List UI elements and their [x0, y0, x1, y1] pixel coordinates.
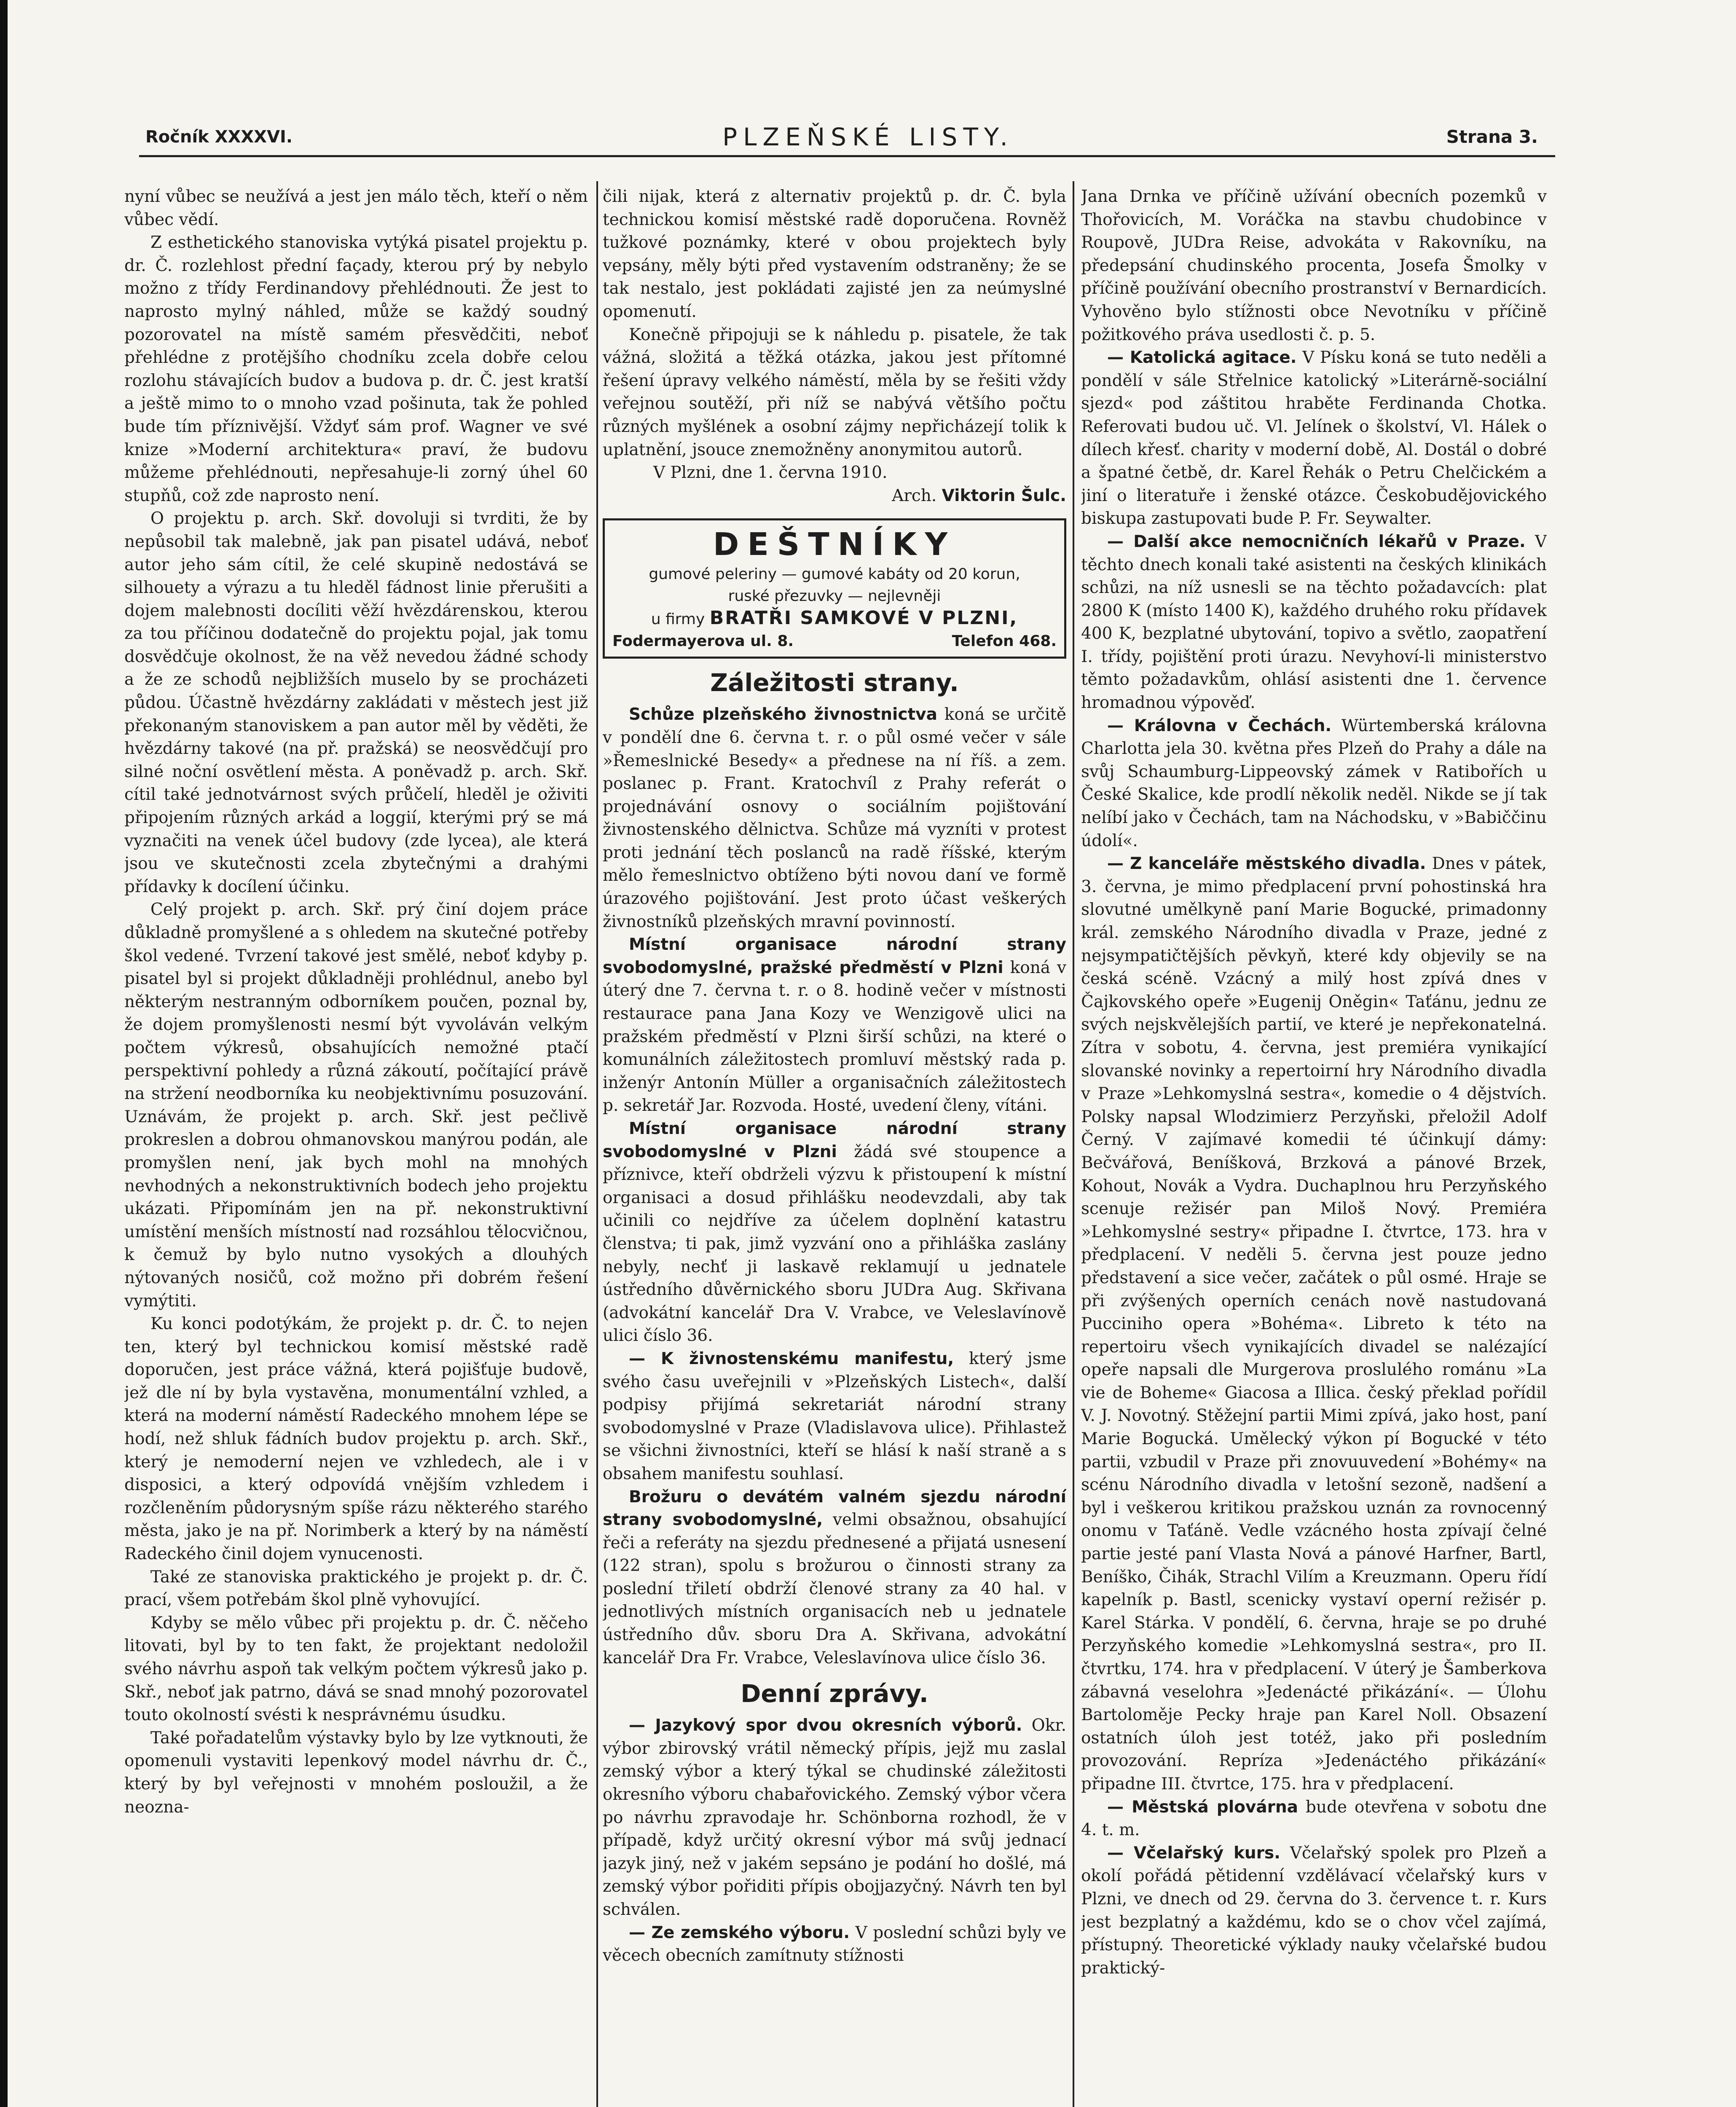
item-text: koná v úterý dne 7. června t. r. o 8. hodině večer v místnosti restaurace pana Jana Kozy ve Wenzigově ulici na pražském předměstí v Plzni širší schůzi, na které o komunálních záležitostech promluví městský rada p. inženýr Antonín Müller a organisačních záležitostech p. sekretář Jar. Rozvoda. Hosté, uvedení členy, vítáni. [603, 958, 1066, 1115]
ad-line: ruské přezuvky — nejlevněji [728, 587, 941, 605]
item-text: V poslední schůzi byly ve věcech obecních zamítnuty stížnosti [603, 1923, 1066, 1965]
page-edge-scan-border [0, 0, 8, 2107]
ad-firm-name: BRATŘI SAMKOVÉ V PLZNI, [709, 607, 1018, 629]
item-lead: — Další akce nemocničních lékařů v Praze. [1107, 532, 1526, 551]
paragraph: O projektu p. arch. Skř. dovoluji si tvrditi, že by nepůsobil tak malebně, jak pan pisatel udává, neboť autor jeho sám cítil, že celé skupině nedostává se silhouety a výrazu a tu hleděl fádnost linie přerušiti a dojem malebnosti docíliti věží hvězdárenskou, kterou za tou příčinou dodatečně do projektu pojal, jak tomu dosvědčuje okolnost, že na věž nevedou žádné schody a že ze schodů nejbližších muselo by se procházeti půdou. Účastně hvězdárny zakládati v městech jest již překonaným stanoviskem a pan autor měl by věděti, že hvězdárny takové (na př. pražská) se neosvědčují pro silné noční osvětlení města. A poněvadž p. arch. Skř. cítil také jednotvárnost svých průčelí, hleděl je oživiti připojením různých arkád a loggií, kterými prý se má vyznačiti na venek účel budovy (zde lycea), ale která jsou ve skutečnosti zcela zbytečnými a drahými přídavky k docílení účinku. [124, 509, 588, 896]
page-number: Strana 3. [1446, 126, 1538, 147]
column-2 [603, 185, 1066, 2107]
item-text: V těchto dnech konali také asistenti na českých klinikách schůzi, na níž usnesli se na těchto požadavcích: plat 2800 K (místo 1400 K), každého druhého roku přídavek 400 K, bezplatné ubytování, topivo a světlo, zaopatření I. třídy, pojištění proti úrazu. Nevyhoví-li ministerstvo těmto požadavkům, ohlásí asistenti dne 1. července hromadnou výpověď. [1081, 532, 1547, 713]
news-item [603, 933, 1066, 1118]
paragraph: Ku konci podotýkám, že projekt p. dr. Č. to nejen ten, který byl technickou komisí městské radě doporučen, jest práce vážná, která pojišťuje budově, jež dle ní by byla vystavěna, monumentální vzhled, a která na moderní náměstí Radeckého mnohem lépe se hodí, než shluk fádních budov projektu p. arch. Skř., který je nemoderní nejen ve vzhledech, ale i v disposici, a který odpovídá vnějším vzhledem i rozčleněním půdorysným spíše rázu některého starého města, jako je na př. Norimberk a který by na náměstí Radeckého činil dojem vynucenosti. [124, 1314, 588, 1564]
news-item [603, 1118, 1066, 1348]
column-1 [124, 185, 588, 2107]
paragraph: nyní vůbec se neužívá a jest jen málo těch, kteří o něm vůbec vědí. [124, 187, 588, 229]
news-item [603, 703, 1066, 933]
paragraph: Celý projekt p. arch. Skř. prý činí dojem práce důkladně promyšlené a s ohledem na skutečné potřeby škol vedené. Tvrzení takové jest smělé, neboť kdyby p. pisatel byl si projekt důkladněji prohlédnul, anebo byl některým nestranným odborníkem poučen, poznal by, že dojem promyšlenosti nesmí být vyvoláván velkým počtem výkresů, obsahujících nemožné ptačí perspektivní pohledy a různá zákoutí, počítající právě na stržení neodborníka ku neobjektivnímu posuzování. Uznávám, že projekt p. arch. Skř. jest pečlivě prokreslen a dobrou ohmanovskou manýrou podán, ale promyšlen není, jak bych mohl na mnohých nevhodných a nekonstruktivních bodech jeho projektu ukázati. Připomínám jen na př. nekonstruktivní umístění menších místností nad rozsáhlou tělocvičnou, k čemuž by bylo nutno vysokých a dlouhých nýtovaných nosičů, což možno při dobrém řešení vymýtiti. [124, 900, 588, 1311]
news-item [603, 1348, 1066, 1486]
paragraph: Také ze stanoviska praktického je projekt p. dr. Č. prací, všem potřebám škol plně vyhovující. [124, 1567, 588, 1610]
item-lead: Místní organisace národní strany svobodomyslné, pražské předměstí v Plzni [603, 935, 1066, 977]
signature [603, 485, 1066, 508]
news-item [603, 1922, 1066, 1968]
news-item [1081, 531, 1547, 715]
item-lead: Schůze plzeňského živnostnictva [629, 705, 937, 724]
item-text: žádá své stoupence a příznivce, kteří obdrželi výzvu k přistoupení k místní organisaci a dosud přihlášku neodevzdali, aby tak učinili co nejdříve za účelem doplnění katastru členstva; ti pak, jimž vyzvání ono a přihláška zaslány nebyly, nechť ji laskavě reklamují u jednatele ústředního důvěrnického sboru JUDra Aug. Skřivana (advokátní kancelář Dra V. Vrabce, ve Veleslavínově ulici číslo 36. [603, 1142, 1066, 1346]
column-3 [1081, 185, 1547, 2107]
news-item [1081, 852, 1547, 1796]
dateline: V Plzni, dne 1. června 1910. [653, 463, 888, 483]
news-item [603, 1486, 1066, 1670]
item-text: Včelařský spolek pro Plzeň a okolí pořádá pětidenní vzdělávací včelařský kurs v Plzni, ve dnech od 29. června do 3. července t. r. Kurs jest bezplatný a každému, kdo se o chov včel zajímá, přístupný. Theoretické výklady nauky včelařské budou praktický- [1081, 1843, 1547, 1978]
ad-contact-row [612, 630, 1057, 652]
ad-firm-prefix: u firmy [651, 611, 705, 628]
ad-phone: Telefon 468. [952, 633, 1057, 650]
item-lead: — Katolická agitace. [1107, 348, 1297, 367]
item-lead: — Ze zemského výboru. [629, 1923, 850, 1942]
paragraph: Z esthetického stanoviska vytýká pisatel projektu p. dr. Č. rozlehlost přední façady, kterou prý by nebylo možno z třídy Ferdinandovy přehlédnouti. Že jest to naprosto mylný náhled, může se každý soudný pozorovatel na místě samém přesvědčiti, neboť přehlédne z protějšího chodníku zcela dobře celou rozlohu stávajících budov a budova p. dr. Č. jest kratší a ještě mimo to o mnoho vzad pošinuta, tak že pohled bude tím příznivější. Vždyť sám prof. Wagner ve své knize »Moderní architektura« praví, že budovu můžeme přehlédnouti, nepřesahuje-li zorný úhel 60 stupňů, což zde naprosto není. [124, 233, 588, 505]
item-lead: — Včelařský kurs. [1107, 1843, 1280, 1863]
item-text: bude otevřena v sobotu dne 4. t. m. [1081, 1797, 1547, 1840]
column-divider-2 [1073, 181, 1074, 2107]
item-lead: — Jazykový spor dvou okresních výborů. [629, 1716, 1022, 1735]
item-text: velmi obsažnou, obsahující řeči a referáty na sjezdu přednesené a přijatá usnesení (122 stran), spolu s brožurou o činnosti strany za poslední třiletí obdrží členové strany za 40 hal. v jednotlivých místních organisacích neb u jednatele ústředního dův. sboru Dra A. Skřivana, advokátní kancelář Dra Fr. Vrabce, Veleslavínova ulice číslo 36. [603, 1510, 1066, 1667]
item-text: Okr. výbor zbirovský vrátil německý přípis, jejž mu zaslal zemský výbor a který týkal se chudinské záležitosti okresního výboru chabařovického. Zemský výbor včera po návrhu zpravodaje hr. Schönborna rozhodl, že v případě, když určitý okresní výbor má svůj jednací jazyk jiný, než v jakém sepsáno je podání ho došlé, má zemský výbor pořiditi přípis obojjazyčný. Návrh ten byl schválen. [603, 1716, 1066, 1919]
item-text: Würtemberská královna Charlotta jela 30. května přes Plzeň do Prahy a dále na svůj Schaumburg-Lippeovský zámek v Ratibořích u České Skalice, kde prodlí několik neděl. Nikde se jí tak nelíbí jako v Čechách, tam na Náchodsku, v »Babiččinu údolí«. [1081, 716, 1547, 850]
ad-line: gumové peleriny — gumové kabáty od 20 korun, [649, 566, 1020, 583]
item-lead: — Královna v Čechách. [1107, 716, 1332, 735]
item-text: V Písku koná se tuto neděli a pondělí v sále Střelnice katolický »Literárně-sociální sjezd« pod záštitou hraběte Ferdinanda Chotka. Referovati budou uč. Vl. Jelínek o školství, Vl. Hálek o dílech křesť. charity v moderní době, Al. Dostál o dobré a špatné četbě, dr. Karel Řehák o Petru Chelčickém a jiní o literatuře i ženské otázce. Českobudějovického biskupa zastupovati bude P. Fr. Seywalter. [1081, 348, 1547, 528]
item-lead: Brožuru o devátém valném sjezdu národní strany svobodomyslné, [603, 1487, 1066, 1530]
news-item [1081, 1796, 1547, 1842]
paragraph: čili nijak, která z alternativ projektů p. dr. Č. byla technickou komisí městské radě doporučena. Rovněž tužkové poznámky, které v obou projektech byly vepsány, měly býti před vystavením odstraněny; že se tak nestalo, jest pokládati zajisté jen za neúmyslné opomenutí. [603, 187, 1066, 321]
column-divider-1 [596, 181, 598, 2107]
advertisement-box [603, 518, 1066, 659]
paragraph: Konečně připojuji se k náhledu p. pisatele, že tak vážná, složitá a těžká otázka, jakou jest přítomné řešení úpravy velkého náměstí, měla by se řešiti vždy veřejnou soutěží, při níž se nabývá většího počtu různých myšlének a osobní zájmy nepřicházejí tolik k uplatnění, jsouce znemožněny anonymitou autorů. [603, 325, 1066, 459]
ad-title: DEŠTNÍKY [713, 526, 956, 563]
item-lead: — Z kanceláře městského divadla. [1107, 854, 1426, 874]
section-heading: Záležitosti strany. [710, 668, 959, 697]
section-heading: Denní zprávy. [741, 1679, 928, 1708]
paragraph: Také pořadatelům výstavky bylo by lze vytknouti, že opomenuli vystaviti lepenkový model návrhu dr. Č., který by byl veřejnosti v mnohém posloužil, a že neozna- [124, 1728, 588, 1817]
header-rule [139, 155, 1555, 157]
signature-title: Arch. [892, 486, 937, 505]
newspaper-title: PLZEŇSKÉ LISTY. [722, 123, 1014, 151]
news-item [1081, 715, 1547, 853]
item-lead: Místní organisace národní strany svobodomyslné v Plzni [603, 1119, 1066, 1161]
ad-firm-line [612, 607, 1057, 630]
item-text: Dnes v pátek, 3. června, je mimo předplacení první pohostinská hra slovutné umělkyně paní Marie Bogucké, primadonny král. zemského Národního divadla v Praze, jedné z nejsympatičtějších pěvkyň, které kdy objevily se na česká scéně. Vzácný a milý host zpívá dnes v Čajkovského opeře »Eugenij Oněgin« Taťánu, jednu ze svých nejskvělejších partií, ve které je nepřekonatelná. Zítra v sobotu, 4. června, jest premiéra vynikající slovanské novinky a repertoirní hry Národního divadla v Praze »Lehkomyslná sestra«, komedie o 4 dějstvích. Polsky napsal Wlodzimierz Perzyňski, přeložil Adolf Černý. V zajímavé komedii té účinkují dámy: Bečvářová, Beníšková, Brzková a pánové Brzek, Kohout, Novák a Vydra. Duchaplnou hru Perzyňského scenuje režisér pan Miloš Nový. Premiéra »Lehkomyslné sestry« připadne I. čtvrtce, 173. hra v předplacení. V neděli 5. června jest pouze jedno představení a sice večer, začátek o půl osmé. Hraje se při zvýšených operních cenách nově nastudovaná Pucciniho opera »Bohéma«. Libreto k této na repertoiru všech vynikajících divadel se nalézající opeře napsali dle Murgerova proslulého románu »La vie de Boheme« Giacosa a Illica. český překlad pořídil V. J. Novotný. Stěžejní partii Mimi zpívá, jako host, paní Marie Bogucká. Umělecký výkon pí Bogucké v této partii, vzbudil v Praze při znovuuvedení »Bohémy« na scénu Národního divadla v letošní sezoně, nadšení a byl i veškerou kritikou pražskou uznán za rovnocenný onomu v Taťáně. Vedle vzácného hosta zpívají čelné partie jesté paní Vlasta Nová a pánové Harfner, Bartl, Beníško, Čihák, Strachl Vilím a Kreuzmann. Operu řídí kapelník p. Bastl, scenicky vystaví operní režisér p. Karel Stárka. V pondělí, 6. června, hraje se po druhé Perzyňského komedie »Lehkomyslná sestra«, pro II. čtvrtku, 174. hra v předplacení. V úterý je Šamberkova zábavná veselohra »Jedenácté přikázání«. — Úlohu Bartoloměje Pecky hraje pan Karel Noll. Obsazení ostatních úloh jest totéž, jako při posledním provozování. Repríza »Jedenáctého přikázání« připadne III. čtvrtce, 175. hra v předplacení. [1081, 854, 1547, 1793]
paragraph: Kdyby se mělo vůbec při projektu p. dr. Č. něčeho litovati, byl by to ten fakt, že projektant nedoložil svého návrhu aspoň tak velkým počtem výkresů jako p. Skř., neboť jak patrno, dává se snad mnohý pozorovatel touto okolností svésti k nesprávnému úsudku. [124, 1613, 588, 1725]
news-item [1081, 1842, 1547, 1980]
item-text: který jsme svého času uveřejnili v »Plzeňských Listech«, další podpisy přijímá sekretariát národní strany svobodomyslné v Praze (Vladislavova ulice). Přihlastež se všichni živnostníci, kteří se hlásí k naší straně a s obsahem manifestu souhlasí. [603, 1349, 1066, 1483]
ad-address: Fodermayerova ul. 8. [612, 633, 794, 650]
item-text: koná se určitě v pondělí dne 6. června t. r. o půl osmé večer v sále »Řemeslnické Besedy« a přednese na ní říš. a zem. poslanec p. Frant. Kratochvíl z Prahy referát o projednávání osnovy o sociálním pojištování živnostenského dělnictva. Schůze má vyzníti v protest proti jednání těch poslanců na radě říšské, kterým mělo řemeslnictvo obtíženo býti novou daní ve formě úrazového pojištování. Jest proto účast veškerých živnostníků plzeňských mravní povinností. [603, 705, 1066, 931]
paragraph: Jana Drnka ve příčině užívání obecních pozemků v Thořovicích, M. Voráčka na stavbu chudobince v Roupově, JUDra Reise, advokáta v Rakovníku, na předepsání chudinského procenta, Josefa Šmolky v příčině používání obecního prostranství v Bernardicích. Vyhověno bylo stížnosti obce Nevotníku v příčině požitkového práva usedlosti č. p. 5. [1081, 187, 1547, 344]
news-item [1081, 346, 1547, 531]
volume-number: Ročník XXXXVI. [145, 127, 293, 147]
item-lead: — K živnostenskému manifestu, [629, 1349, 954, 1368]
signature-name: Viktorin Šulc. [942, 486, 1066, 505]
item-lead: — Městská plovárna [1107, 1797, 1298, 1817]
news-item [603, 1714, 1066, 1921]
